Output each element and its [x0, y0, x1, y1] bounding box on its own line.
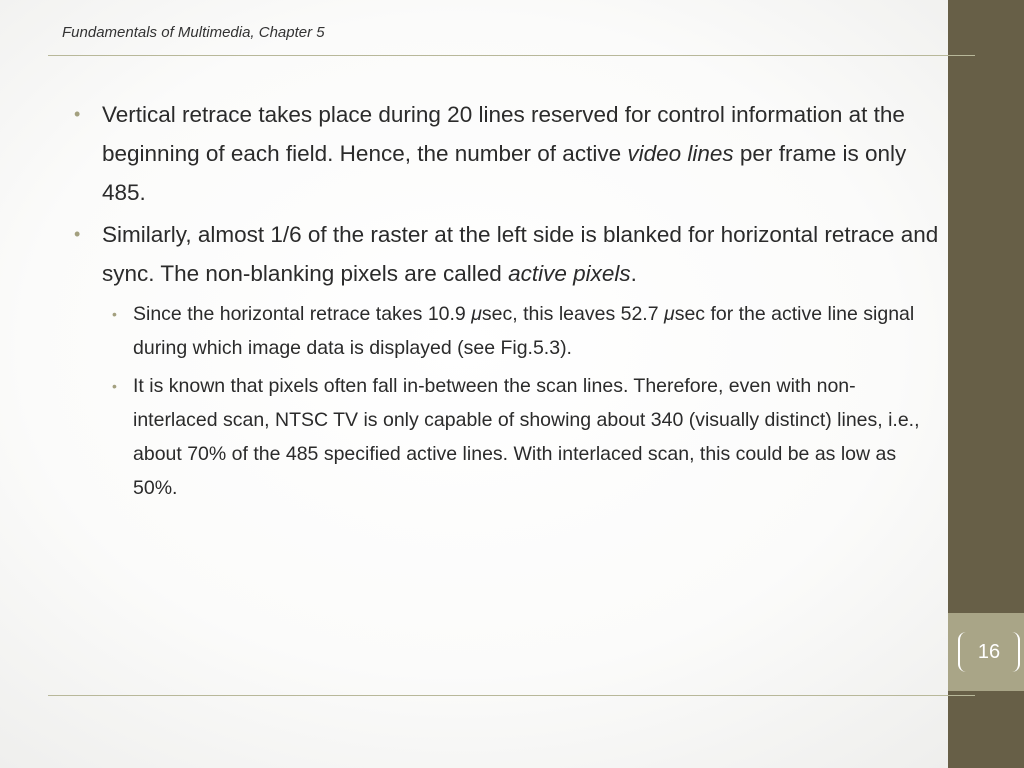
sub-bullet-item — [70, 369, 940, 505]
bullet-text: Since the horizontal retrace takes 10.9 — [133, 303, 472, 325]
slide-header: Fundamentals of Multimedia, Chapter 5 — [62, 24, 325, 41]
bullet-icon: • — [74, 224, 81, 244]
mu-symbol: μ — [471, 303, 482, 325]
bullet-icon: • — [112, 378, 117, 394]
emphasis-text: active pixels — [508, 261, 631, 286]
bullet-text: per frame is only 485. — [102, 141, 907, 205]
slide-content — [70, 95, 940, 505]
bullet-text: Vertical retrace takes place during 20 lines reserved for control information at the beginning of each field. Hence, the number of active — [102, 102, 905, 166]
bullet-item — [70, 215, 940, 293]
bullet-text: . — [630, 261, 637, 286]
bottom-divider — [48, 695, 975, 696]
bullet-icon: • — [74, 104, 81, 124]
page-number: 16 — [958, 632, 1020, 672]
emphasis-text: video lines — [627, 141, 734, 166]
bullet-item — [70, 95, 940, 212]
bullet-text: It is known that pixels often fall in-between the scan lines. Therefore, even with non-interlaced scan, NTSC TV is only capable of showing about 340 (visually distinct) lines, i.e., about 70% of the 485 specified active lines. With interlaced scan, this could be as low as 50%. — [133, 375, 920, 499]
mu-symbol: μ — [664, 303, 675, 325]
bullet-text: Similarly, almost 1/6 of the raster at the left side is blanked for horizontal retrace and sync. The non-blanking pixels are called — [102, 222, 939, 286]
bullet-icon: • — [112, 306, 117, 322]
bullet-text: sec, this leaves 52.7 — [481, 303, 664, 325]
top-divider — [48, 55, 975, 56]
bullet-text: sec for the active line signal during which image data is displayed (see Fig.5.3). — [133, 303, 915, 359]
sub-bullet-item — [70, 297, 940, 365]
